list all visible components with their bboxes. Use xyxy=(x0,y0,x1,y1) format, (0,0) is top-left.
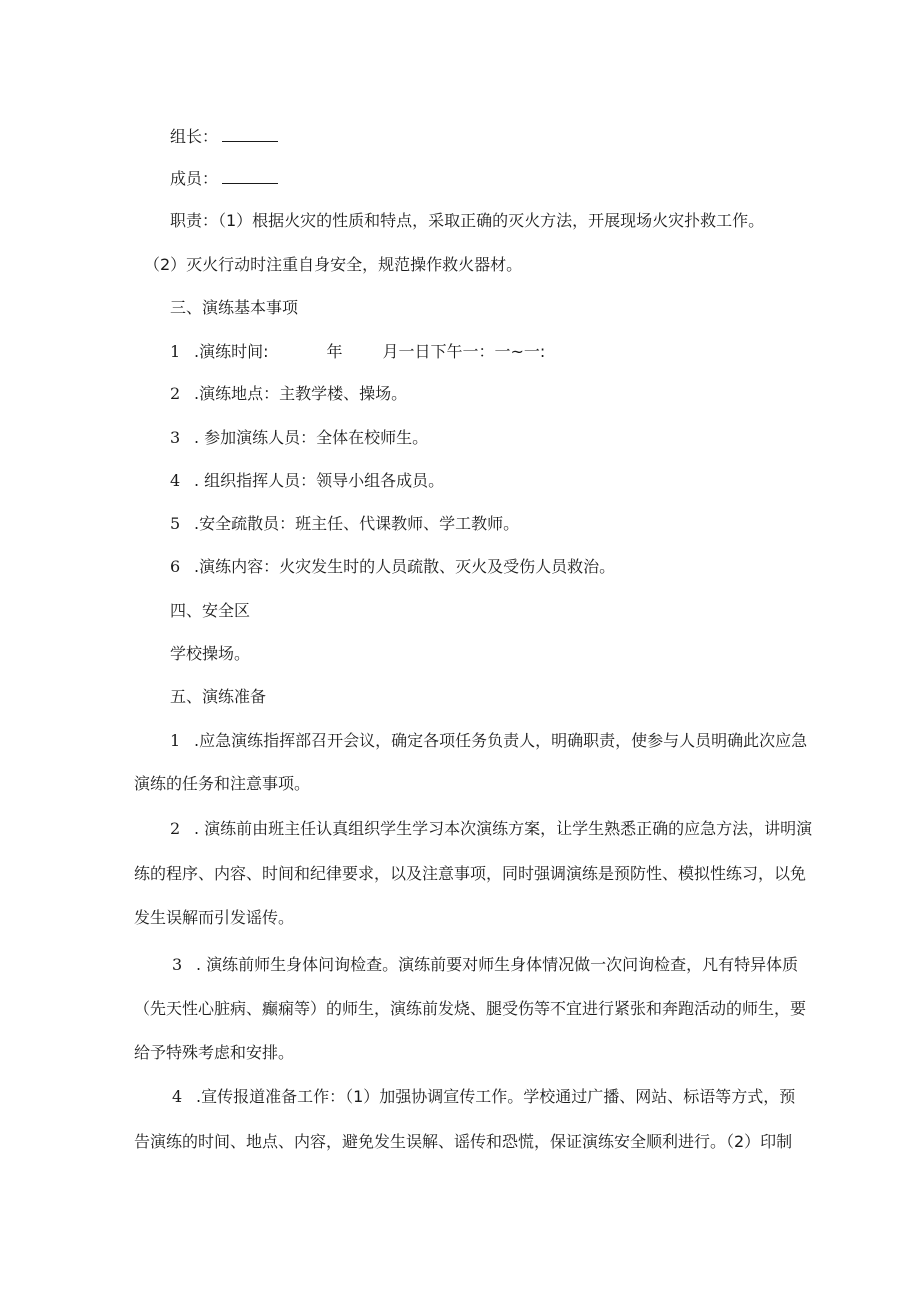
item-5-number: 5 xyxy=(170,514,181,533)
leader-label: 组长： xyxy=(170,127,219,146)
para-3-text-1: . 演练前师生身体问询检查。演练前要对师生身体情况做一次问询检查，凡有特异体质 xyxy=(196,955,799,974)
item-5-text: .安全疏散员：班主任、代课教师、学工教师。 xyxy=(194,514,520,533)
para-2-line-3: 发生误解而引发谣传。 xyxy=(134,908,295,927)
para-3-line-3: 给予特殊考虑和安排。 xyxy=(134,1043,295,1062)
para-2-text-1: . 演练前由班主任认真组织学生学习本次演练方案，让学生熟悉正确的应急方法，讲明演 xyxy=(194,819,813,838)
section-5-heading: 五、演练准备 xyxy=(170,687,267,706)
item-5 xyxy=(170,514,519,534)
para-4-line-1 xyxy=(172,1087,795,1107)
section-4-body: 学校操场。 xyxy=(170,644,251,663)
para-2-number: 2 xyxy=(170,819,181,838)
para-4-number: 4 xyxy=(172,1087,183,1106)
item-2 xyxy=(170,384,407,404)
time-year: 年 xyxy=(326,342,343,361)
item-6 xyxy=(170,557,615,577)
leader-blank xyxy=(222,127,278,142)
item-1 xyxy=(170,342,545,362)
item-6-text: .演练内容：火灾发生时的人员疏散、灭火及受伤人员救治。 xyxy=(194,557,616,576)
item-6-number: 6 xyxy=(170,557,181,576)
para-1-line-2: 演练的任务和注意事项。 xyxy=(134,774,311,793)
members-row xyxy=(170,169,278,189)
para-1-line-1 xyxy=(170,731,807,751)
item-3-number: 3 xyxy=(170,428,181,447)
item-3-text: . 参加演练人员：全体在校师生。 xyxy=(194,428,429,447)
para-4-text-1: .宣传报道准备工作：（1）加强协调宣传工作。学校通过广播、网站、标语等方式，预 xyxy=(196,1087,796,1106)
para-1-text-1: .应急演练指挥部召开会议，确定各项任务负责人，明确职责，使参与人员明确此次应急 xyxy=(194,731,808,750)
item-4 xyxy=(170,471,444,491)
item-4-number: 4 xyxy=(170,471,181,490)
para-2-line-2: 练的程序、内容、时间和纪律要求，以及注意事项，同时强调演练是预防性、模拟性练习，以免 xyxy=(134,864,807,883)
para-3-line-2: （先天性心脏病、癫痫等）的师生，演练前发烧、腿受伤等不宜进行紧张和奔跑活动的师生，要 xyxy=(134,999,807,1018)
members-label: 成员： xyxy=(170,169,219,188)
para-2-line-1 xyxy=(170,819,812,839)
section-3-heading: 三、演练基本事项 xyxy=(170,298,299,317)
section-4-heading: 四、安全区 xyxy=(170,601,251,620)
duties-line-2: （2）灭火行动时注重自身安全，规范操作救火器材。 xyxy=(144,255,523,274)
leader-row xyxy=(170,127,278,147)
item-1-number: 1 xyxy=(170,342,181,361)
members-blank xyxy=(222,169,278,184)
para-4-line-2: 告演练的时间、地点、内容，避免发生误解、谣传和恐慌，保证演练安全顺利进行。（2）印制 xyxy=(134,1132,793,1151)
item-1-text: .演练时间: xyxy=(194,342,269,361)
para-1-number: 1 xyxy=(170,731,181,750)
duties-line-1: 职责：（1）根据火灾的性质和特点，采取正确的灭火方法，开展现场火灾扑救工作。 xyxy=(170,211,765,230)
item-2-text: .演练地点：主教学楼、操场。 xyxy=(194,384,408,403)
para-3-number: 3 xyxy=(172,955,183,974)
para-3-line-1 xyxy=(172,955,798,975)
item-3 xyxy=(170,428,428,448)
item-4-text: . 组织指挥人员：领导小组各成员。 xyxy=(194,471,445,490)
item-2-number: 2 xyxy=(170,384,181,403)
time-rest: 月一日下午一：一~一: xyxy=(382,342,546,361)
